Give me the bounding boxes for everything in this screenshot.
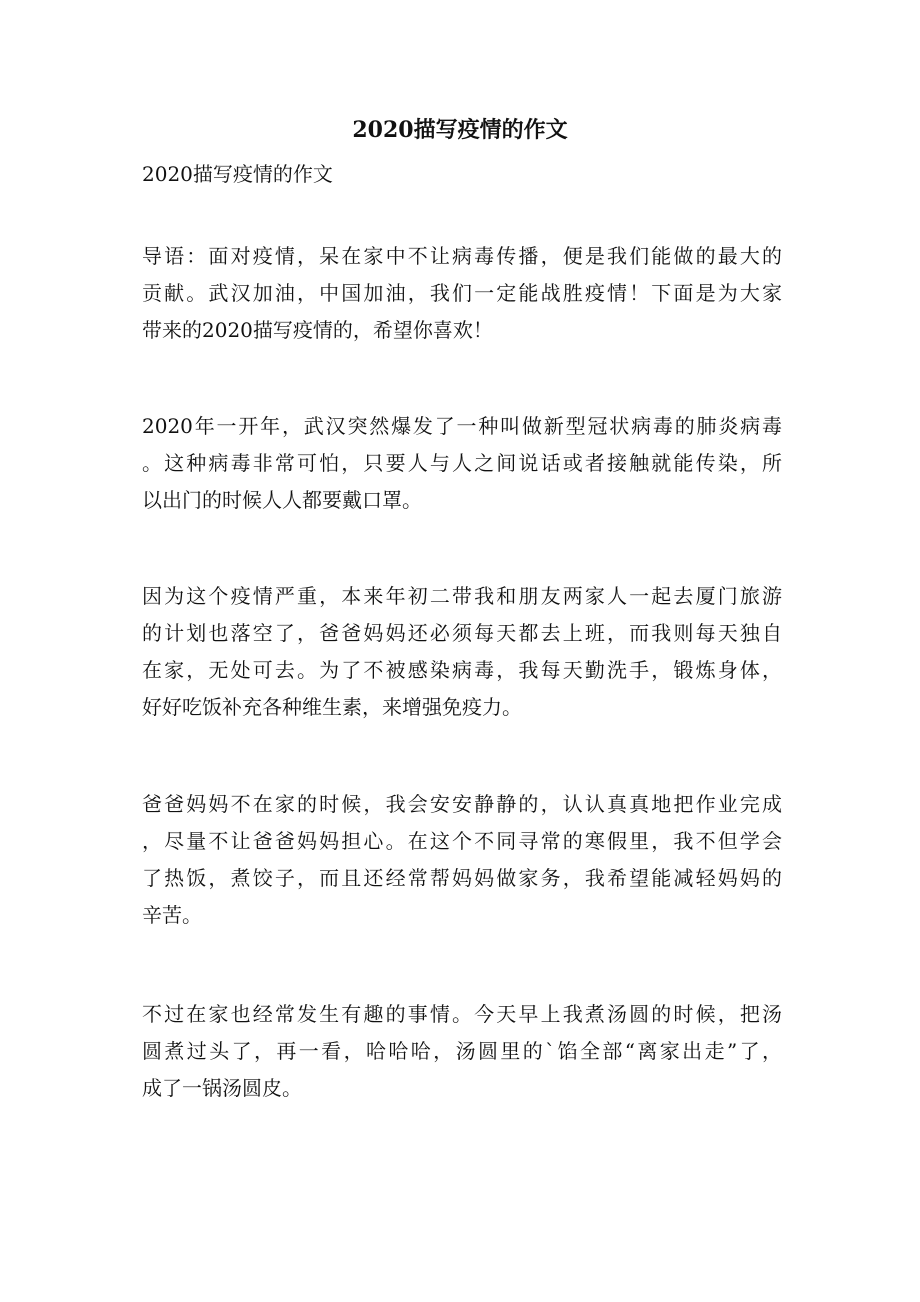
paragraph-tangyuan <box>142 996 782 1107</box>
paragraph-line: 。这种病毒非常可怕，只要人与人之间说话或者接触就能传染，所 <box>142 451 782 475</box>
paragraph-line: 导语：面对疫情，呆在家中不让病毒传播，便是我们能做的最大的 <box>142 244 782 268</box>
paragraph-line: 辛苦。 <box>142 903 202 927</box>
paragraph-line: 2020年一开年，武汉突然爆发了一种叫做新型冠状病毒的肺炎病毒 <box>142 414 782 438</box>
paragraph-line: 贡献。武汉加油，中国加油，我们一定能战胜疫情！下面是为大家 <box>142 281 782 305</box>
paragraph-line: 圆煮过头了，再一看，哈哈哈，汤圆里的`馅全部“离家出走”了， <box>142 1039 782 1063</box>
paragraph-line: 以出门的时候人人都要戴口罩。 <box>142 488 422 512</box>
document-subtitle: 2020描写疫情的作文 <box>142 162 333 186</box>
paragraph-line: 因为这个疫情严重，本来年初二带我和朋友两家人一起去厦门旅游 <box>142 584 782 608</box>
paragraph-line: 带来的2020描写疫情的，希望你喜欢！ <box>142 318 493 342</box>
paragraph-helping <box>142 786 782 934</box>
paragraph-intro <box>142 238 782 349</box>
paragraph-line: 爸爸妈妈不在家的时候，我会安安静静的，认认真真地把作业完成 <box>142 792 782 816</box>
paragraph-line: 好好吃饭补充各种维生素，来增强免疫力。 <box>142 695 522 719</box>
paragraph-line: 不过在家也经常发生有趣的事情。今天早上我煮汤圆的时候，把汤 <box>142 1002 782 1026</box>
paragraph-line: 在家，无处可去。为了不被感染病毒，我每天勤洗手，锻炼身体， <box>142 658 782 682</box>
paragraph-outbreak <box>142 408 782 519</box>
paragraph-staying-home <box>142 578 782 726</box>
paragraph-line: 的计划也落空了，爸爸妈妈还必须每天都去上班，而我则每天独自 <box>142 621 782 645</box>
paragraph-line: ，尽量不让爸爸妈妈担心。在这个不同寻常的寒假里，我不但学会 <box>142 829 782 853</box>
paragraph-line: 了热饭，煮饺子，而且还经常帮妈妈做家务，我希望能减轻妈妈的 <box>142 866 782 890</box>
paragraph-line: 成了一锅汤圆皮。 <box>142 1076 302 1100</box>
document-title: 2020描写疫情的作文 <box>352 117 568 143</box>
